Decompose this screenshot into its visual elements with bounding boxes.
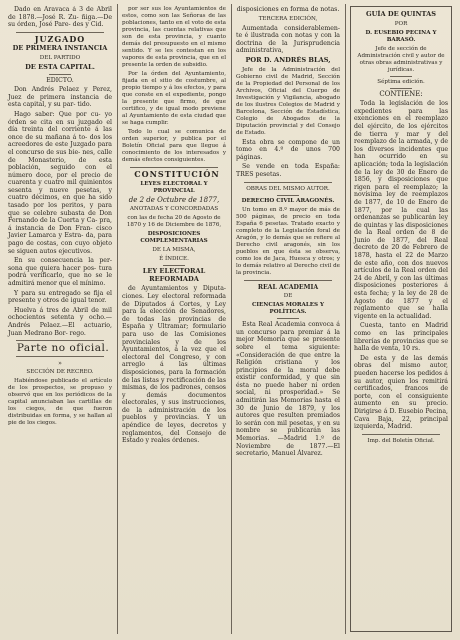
- body-paragraph: Todo lo cual se comunica de orden superior, y publica por el Boletín Oficial para que llegue á conocimiento de los interesados y demás efectos consiguientes.: [122, 129, 226, 163]
- book-note: DE LA MISMA,: [152, 247, 196, 254]
- divider: [16, 356, 104, 357]
- body-paragraph: Un tomo en 8.º mayor de más de 500 páginas, de precio en toda España 6 pesetas. Tratado exacto y completo de la Legislación foral de Aragón, y lo demás que se refiere al Derecho civil aragonés, sin los pueblos en que ésta se observa, como los de Jaca, Huesca y otros; y lo demás relativo al Derecho civil de la provincia.: [236, 206, 340, 276]
- printer-line: Imp. del Boletín Oficial.: [367, 437, 435, 444]
- body-paragraph: Esta obra se compone de un tomo en 4.º de unos 700 páginas.: [236, 138, 340, 161]
- column-3: [232, 6, 344, 632]
- column-4: [346, 6, 456, 632]
- section-subheading: SECCIÓN DE RECREO.: [26, 369, 94, 376]
- body-paragraph: Cuesta, tanto en Madrid como en las principales librerías de provincias que se halla de venta, 10 rs.: [354, 322, 448, 353]
- divider: [244, 280, 332, 281]
- divider: [16, 32, 104, 33]
- book-subtitle: LEYES ELECTORAL Y PROVINCIAL: [140, 180, 208, 194]
- divider: [277, 318, 299, 319]
- section-subheading: DE ESTA CAPITAL.: [25, 62, 95, 71]
- section-subheading: DEL PARTIDO: [39, 54, 81, 61]
- divider: [244, 182, 332, 183]
- section-heading: DERECHO CIVIL ARAGONÉS.: [241, 197, 335, 204]
- section-heading: REAL ACADEMIA: [257, 283, 319, 291]
- body-paragraph: Esta Real Academia convoca á un concurso para premiar á la mejor Memoria que se presente sobre el tema siguiente: «Consideración de que entre la Religión cristiana y los principios de la moral debe existir conformidad, y que sin ésta no puede haber ni orden social, ni prosperidad.» Se admitirán las Memorias hasta el 30 de Junio de 1879, y los autores que resulten premiados lo serán con mil pesetas, y en su nombre se publicarán las Memorias. —Madrid 1.º de Noviembre de 1877.—El secretario, Manuel Álvarez.: [236, 321, 340, 458]
- ornament-mark: »: [58, 359, 62, 367]
- body-paragraph: Habiéndose publicado el artículo de los prospectos, se propuso y observó que en los periódicos de la capital anunciaban las cartillas de los ciegos, de que fueron distribuidas en forma, y se hallan al pie de los ciegos.: [8, 378, 112, 427]
- section-heading: CIENCIAS MORALES Y POLÍTICAS.: [251, 302, 325, 316]
- divider: [390, 88, 412, 89]
- divider: [362, 434, 440, 435]
- section-heading: OBRAS DEL MISMO AUTOR.: [246, 185, 330, 192]
- advert-edition: Séptima edición.: [377, 78, 425, 85]
- body-paragraph: de Ayuntamientos y Diputa- ciones. Ley electoral reformada de Diputados á Cortes, y Ley para la elección de Senadores, de todas las provincias de España y Ultramar; formulario para uso de las Comisiones provinciales y de los Ayuntamientos, á la vez que el electoral del Congreso, y con arreglo á las últimas disposiciones, para la formación de las listas y rectificación de las mismas, de los padrones, censos y demás documentos electorales, y sus instrucciones, de la administración de los pueblos y provincias. Y un apéndice de leyes, decretos y reglamentos, del Consejo de Estado y reales órdenes.: [122, 285, 226, 445]
- book-note: con las de fecha 20 de Agosto de 1870 y 16 de Diciembre de 1876,: [126, 215, 222, 229]
- book-note: DISPOSICIONES COMPLEMENTARIAS: [140, 231, 208, 245]
- section-heading: DE: [283, 293, 293, 300]
- book-note: É ÍNDICE.: [159, 256, 189, 263]
- body-paragraph: por ser sus los Ayuntamientos de estos, como son las Señoras de las poblaciones, tanto en el voto de esta provincia, las cuentas relativas que son de esta provincia, y cuanto demás del presupuesto en el mismo sentido. Y se les contestan en los vapores de esta provincia, que en el presente la orden de subsidio.: [122, 6, 226, 68]
- divider: [277, 195, 299, 196]
- section-heading: LEY ELECTORAL REFORMADA: [142, 267, 206, 283]
- body-paragraph: Por la órden del Ayuntamiento, fijada en el sitio de costumbre, al propio tiempo y á los efectos, y para que conste en el expediente, pongo la presente que firmo, de que certifico, y de igual modo previene al Ayuntamiento de esta ciudad que se haga cumplir.: [122, 71, 226, 126]
- divider: [163, 265, 185, 266]
- section-heading: JUZGADO: [34, 33, 86, 44]
- divider: [130, 167, 218, 168]
- body-paragraph: Aumentada considerablemen- te é ilustrada con notas y con la doctrina de la Jurisprudencia administrativa,: [236, 24, 340, 55]
- edition-heading: TERCERA EDICIÓN,: [258, 15, 318, 22]
- author-heading: POR D. ANDRÉS BLAS,: [245, 55, 331, 64]
- advert-box: [350, 6, 452, 632]
- body-paragraph: disposiciones en forma de notas.: [236, 6, 340, 13]
- body-paragraph: En su consecuencia la per- sona que quiera hacer pos- tura podrá verificarlo, que no se le admitirá menor que el mínimo.: [8, 257, 112, 287]
- book-date: de 2 de Octubre de 1877,: [128, 195, 220, 204]
- advert-by: POR: [394, 20, 408, 27]
- body-paragraph: Don Andrés Pelaez y Perez, Juez de primera instancia de esta capital, y su par- tido.: [8, 86, 112, 109]
- book-title: CONSTITUCIÓN: [134, 169, 220, 179]
- section-subheading: DE PRIMERA INSTANCIA: [12, 44, 108, 53]
- book-note: ANOTADAS Y CONCORDADAS: [129, 206, 219, 213]
- edict-title: EDICTO.: [46, 76, 74, 84]
- divider: [49, 74, 71, 75]
- body-paragraph: Huelva á tres de Abril de mil ochocientos setenta y ocho.—Andrés Pelaez.—El actuario, Juan Medrano Bor- rego.: [8, 306, 112, 337]
- body-paragraph: Jefe de la Administración del Gobierno civil de Madrid, Sección de la Propiedad del Personal de los Archivos, Oficial del Cuerpo de Investigación y Vigilancia, abogado de los ilustres Colegios de Madrid y Barcelona, Sección de Estadística, Colegio de Abogados de la Diputación provincial y del Consejo de Estado.: [236, 66, 340, 136]
- body-paragraph: Se vende en toda España: TRES pesetas.: [236, 163, 340, 178]
- column-2: [118, 6, 230, 632]
- body-paragraph: De esta y de las demás obras del mismo autor, pueden hacerse los pedidos á su autor, quien los remitirá certificados, francos de porte, con el consiguiente aumento en su precio. Dirigirse á D. Eusebio Pecina, Cava Baja, 22, principal izquierda, Madrid.: [354, 354, 448, 431]
- intro-text: Dado en Aravaca á 3 de Abril de 1878.—José R. Zu- ñiga.—De su órden, José Pare- des y Cid.: [8, 6, 112, 29]
- column-1: [4, 6, 116, 632]
- advert-author: D. EUSEBIO PECINA Y BARASÓ.: [365, 29, 437, 43]
- body-paragraph: Toda la legislación de los expedientes para las exenciones en el reemplazo del ejército, de los ejércitos de tierra y mar y del reemplazo de la armada, y de los diversos incidentes que han ocurrido en su aplicación; toda la legislación de la ley de 30 de Enero de 1856, y disposiciones que rigen para el reemplazo; la novísima ley de reemplazos de 1877, de 10 de Enero de 1877, por la cual las ordenanzas se publicarán ley de quintas y las disposiciones de la Real orden de 8 de Junio de 1877, del Real decreto de 20 de Febrero de 1878, hasta el 22 de Marzo de este año, con dos nuevos artículos de la Real orden del 24 de Abril, y con las últimas disposiciones posteriores á esta fecha; y la ley de 28 de Agosto de 1877 y el reglamento que se halla vigente en la actualidad.: [354, 100, 448, 320]
- divider: [16, 340, 104, 341]
- advert-author-note: Jefe de sección de Administración civil y autor de otras obras administrativas y jurídicas.: [357, 45, 445, 73]
- divider: [390, 76, 412, 77]
- advert-contents-heading: CONTIENE:: [379, 89, 423, 98]
- parte-no-oficial-heading: Parte no oficial.: [16, 342, 110, 355]
- body-paragraph: Y para su entregado se fija el presente y otros de igual tenor.: [8, 289, 112, 305]
- body-paragraph: Hago saber: Que por cu- yo órden se cita en su juzgado el día treinta del corriente á las once de su mañana á to- dos los acreedores de este Juzgado para el concurso de sus bie- nes, calle de Monasterio, de esta población, seguido con el número doce, por el precio de cuarenta y cuatro mil quinientos sesenta y nueve pesetas, y cuatro décimos, en que ha sido tasado por los peritos, y para que se celebre subasta de Don Fernando de la Cuerta y Ca- pra, á instancia de Don Fran- cisco Javier Lamarca y Estra- da, para pago de costas, con cuyo objeto se siguen autos ejecutivos.: [8, 110, 112, 255]
- advert-title: GUÍA DE QUINTAS: [366, 10, 436, 18]
